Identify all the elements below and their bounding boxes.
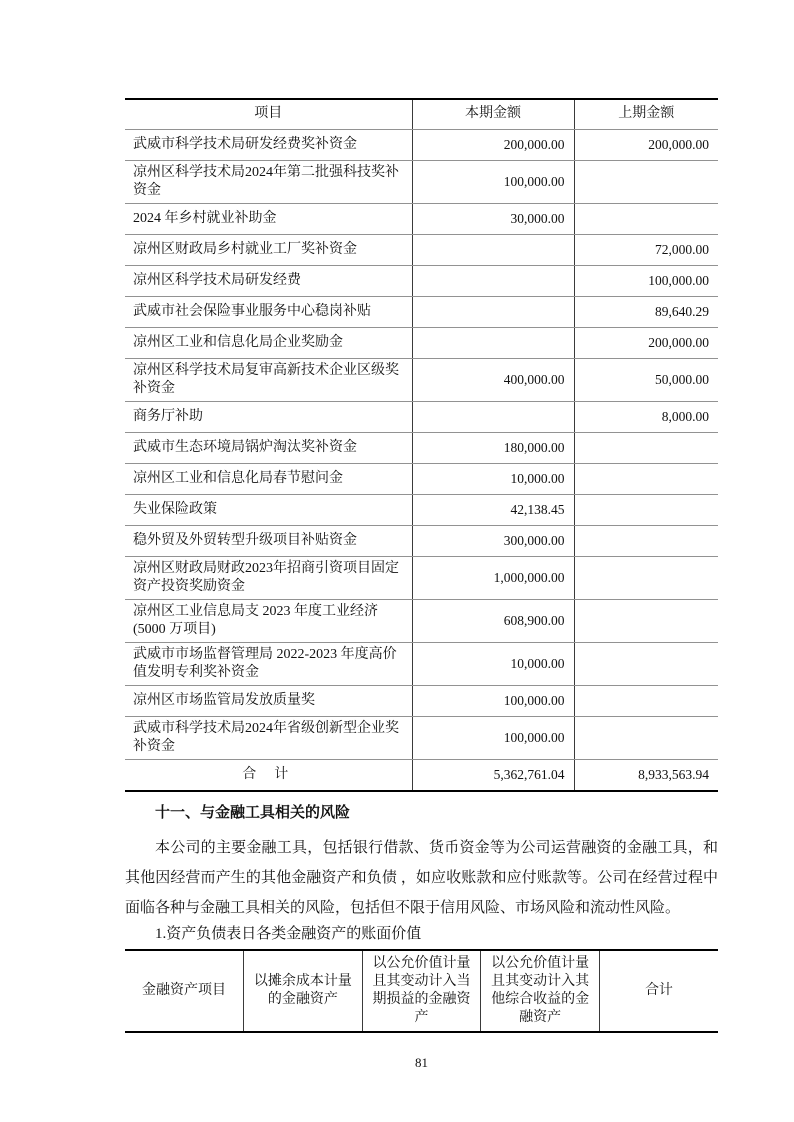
- current-amount: [412, 327, 574, 358]
- table-row: [125, 160, 718, 203]
- subsidy-header-row: [125, 99, 718, 129]
- page-number: 81: [415, 1055, 428, 1070]
- column-header-item: 项目: [125, 99, 412, 129]
- prior-amount: [574, 716, 718, 759]
- prior-amount: [574, 556, 718, 599]
- prior-amount: [574, 525, 718, 556]
- subsidy-table: [125, 98, 718, 792]
- current-amount: [412, 401, 574, 432]
- current-amount: 608,900.00: [412, 599, 574, 642]
- current-amount: 42,138.45: [412, 494, 574, 525]
- prior-amount: [574, 203, 718, 234]
- prior-amount: 200,000.00: [574, 327, 718, 358]
- subsidy-item: 武威市生态环境局锅炉淘汰奖补资金: [125, 432, 412, 463]
- current-amount: 1,000,000.00: [412, 556, 574, 599]
- prior-amount: 89,640.29: [574, 296, 718, 327]
- current-amount: [412, 234, 574, 265]
- prior-amount: [574, 463, 718, 494]
- page-content: [125, 98, 718, 1071]
- table-row: [125, 401, 718, 432]
- table-row: [125, 327, 718, 358]
- table-row: [125, 642, 718, 685]
- subsidy-item: 武威市科学技术局研发经费奖补资金: [125, 129, 412, 160]
- prior-amount: 50,000.00: [574, 358, 718, 401]
- table-row: [125, 234, 718, 265]
- table-row: [125, 296, 718, 327]
- sub-heading: 1.资产负债表日各类金融资产的账面价值: [155, 926, 422, 942]
- table-row: [125, 129, 718, 160]
- prior-amount: [574, 642, 718, 685]
- column-header-current: 本期金额: [412, 99, 574, 129]
- subsidy-item: 稳外贸及外贸转型升级项目补贴资金: [125, 525, 412, 556]
- table-row: [125, 203, 718, 234]
- table-row: [125, 265, 718, 296]
- column-header-asset-item: 金融资产项目: [125, 950, 244, 1032]
- column-header-fvtpl: 以公允价值计量且其变动计入当期损益的金融资产: [362, 950, 481, 1032]
- prior-amount: [574, 599, 718, 642]
- table-row: [125, 463, 718, 494]
- prior-amount: [574, 685, 718, 716]
- subsidy-item: 凉州区财政局财政2023年招商引资项目固定资产投资奖励资金: [125, 556, 412, 599]
- assets-header-row: [125, 950, 718, 1032]
- prior-amount: [574, 494, 718, 525]
- prior-amount: 200,000.00: [574, 129, 718, 160]
- total-current-amount: 5,362,761.04: [412, 759, 574, 791]
- subsidy-item: 武威市市场监督管理局 2022-2023 年度高价值发明专利奖补资金: [125, 642, 412, 685]
- current-amount: 30,000.00: [412, 203, 574, 234]
- column-header-total: 合计: [599, 950, 718, 1032]
- prior-amount: 72,000.00: [574, 234, 718, 265]
- current-amount: 300,000.00: [412, 525, 574, 556]
- table-row: [125, 599, 718, 642]
- prior-amount: [574, 160, 718, 203]
- subsidy-item: 失业保险政策: [125, 494, 412, 525]
- current-amount: 100,000.00: [412, 160, 574, 203]
- current-amount: 10,000.00: [412, 642, 574, 685]
- column-header-prior: 上期金额: [574, 99, 718, 129]
- current-amount: 10,000.00: [412, 463, 574, 494]
- subsidy-item: 凉州区科学技术局复审高新技术企业区级奖补资金: [125, 358, 412, 401]
- section-heading: 十一、与金融工具相关的风险: [155, 804, 351, 821]
- current-amount: 180,000.00: [412, 432, 574, 463]
- prior-amount: 100,000.00: [574, 265, 718, 296]
- total-row: [125, 759, 718, 791]
- column-header-amortized-cost: 以摊余成本计量的金融资产: [244, 950, 363, 1032]
- subsidy-item: 凉州区工业和信息化局春节慰问金: [125, 463, 412, 494]
- table-row: [125, 525, 718, 556]
- table-row: [125, 358, 718, 401]
- prior-amount: [574, 432, 718, 463]
- subsidy-item: 2024 年乡村就业补助金: [125, 203, 412, 234]
- subsidy-item: 凉州区财政局乡村就业工厂奖补资金: [125, 234, 412, 265]
- current-amount: 100,000.00: [412, 685, 574, 716]
- subsidy-item: 商务厅补助: [125, 401, 412, 432]
- table-row: [125, 556, 718, 599]
- table-row: [125, 716, 718, 759]
- current-amount: [412, 265, 574, 296]
- financial-assets-table: [125, 949, 718, 1033]
- current-amount: [412, 296, 574, 327]
- table-row: [125, 685, 718, 716]
- subsidy-item: 武威市科学技术局2024年省级创新型企业奖补资金: [125, 716, 412, 759]
- subsidy-item: 凉州区工业和信息化局企业奖励金: [125, 327, 412, 358]
- current-amount: 400,000.00: [412, 358, 574, 401]
- current-amount: 200,000.00: [412, 129, 574, 160]
- current-amount: 100,000.00: [412, 716, 574, 759]
- subsidy-item: 凉州区科学技术局研发经费: [125, 265, 412, 296]
- column-header-fvoci: 以公允价值计量且其变动计入其他综合收益的金融资产: [481, 950, 600, 1032]
- subsidy-item: 凉州区市场监管局发放质量奖: [125, 685, 412, 716]
- subsidy-item: 凉州区工业信息局支 2023 年度工业经济(5000 万项目): [125, 599, 412, 642]
- total-prior-amount: 8,933,563.94: [574, 759, 718, 791]
- subsidy-item: 武威市社会保险事业服务中心稳岗补贴: [125, 296, 412, 327]
- prior-amount: 8,000.00: [574, 401, 718, 432]
- total-label: 合 计: [125, 759, 412, 791]
- section-paragraph: 本公司的主要金融工具，包括银行借款、货币资金等为公司运营融资的金融工具，和其他因经营而产生的其他金融资产和负债 ，如应收账款和应付账款等。公司在经营过程中面临各种与金融工具相关的风险，包括但不限于信用风险、市场风险和流动性风险。: [125, 840, 718, 916]
- table-row: [125, 494, 718, 525]
- table-row: [125, 432, 718, 463]
- subsidy-item: 凉州区科学技术局2024年第二批强科技奖补资金: [125, 160, 412, 203]
